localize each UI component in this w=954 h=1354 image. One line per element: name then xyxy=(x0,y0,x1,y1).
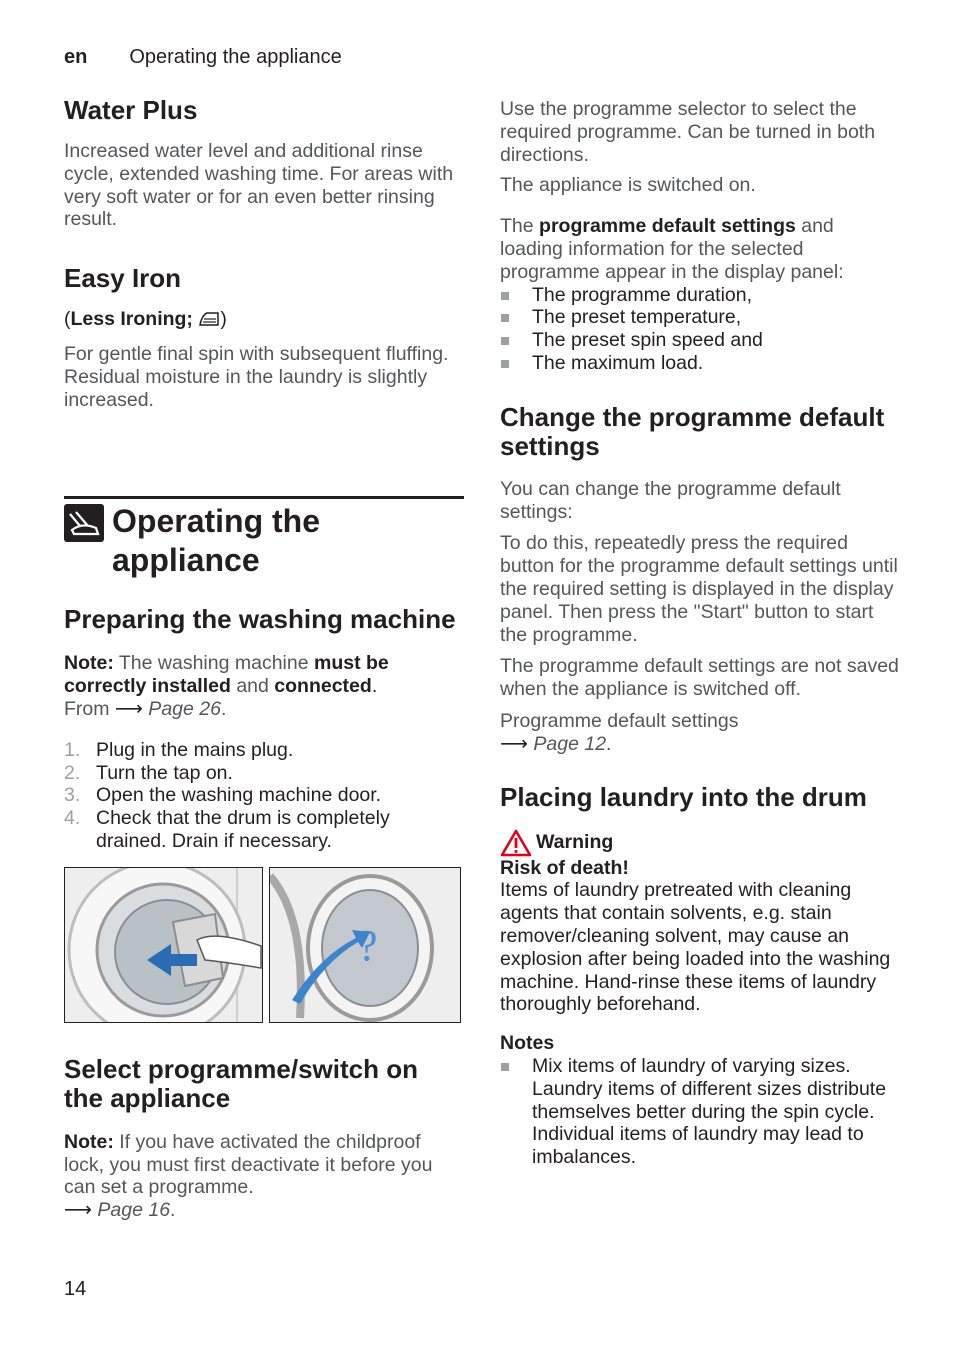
change-defaults-title: Change the programme default settings xyxy=(500,401,885,461)
easy-iron-subtitle: (Less Ironing; ) xyxy=(64,308,464,333)
list-item: The programme duration, xyxy=(500,284,900,307)
risk-of-death: Risk of death! xyxy=(500,856,629,879)
illustration-row xyxy=(64,867,464,1023)
page-number: 14 xyxy=(64,1278,87,1300)
illustration-open-door xyxy=(269,867,461,1023)
page-header xyxy=(64,46,342,69)
page-12-link[interactable]: Page 12 xyxy=(527,732,607,755)
list-item: The preset spin speed and xyxy=(500,329,900,352)
placing-laundry-title: Placing laundry into the drum xyxy=(500,781,867,812)
list-item: 4. Check that the drum is completely drained. Drain if necessary. xyxy=(64,807,390,852)
default-settings-text: The programme default settings and loading information for the selected programme appear in the display panel: xyxy=(500,215,844,283)
notes-label: Notes xyxy=(500,1032,555,1055)
preparing-steps xyxy=(64,739,464,853)
notes-list xyxy=(500,1055,900,1169)
right-column xyxy=(500,96,900,1169)
water-plus-text: Increased water level and additional rinse cycle, extended washing time. For areas with very soft water or for an even better rinsing result. xyxy=(64,140,454,231)
language-code: en xyxy=(64,46,88,68)
list-item: The preset temperature, xyxy=(500,306,900,329)
chapter-heading xyxy=(64,496,464,580)
select-programme-note: Note: If you have activated the childproof lock, you must first deactivate it before you can set a programme. ⟶ Page 16. xyxy=(64,1130,433,1222)
warning-icon xyxy=(500,829,532,857)
preparing-title: Preparing the washing machine xyxy=(64,604,456,635)
easy-iron-text: For gentle final spin with subsequent fluffing. Residual moisture in the laundry is slightly increased. xyxy=(64,342,449,411)
list-item: 2. Turn the tap on. xyxy=(64,761,233,784)
switched-on-text: The appliance is switched on. xyxy=(500,174,756,197)
warning-heading: Warning xyxy=(500,829,900,857)
programme-selector-text: Use the programme selector to select the required programme. Can be turned in both directions. xyxy=(500,98,876,166)
list-item: The maximum load. xyxy=(500,352,900,375)
illustration-close-door xyxy=(64,867,263,1023)
display-info-list xyxy=(500,284,900,375)
left-column xyxy=(64,96,464,1222)
page-26-link[interactable]: Page 26 xyxy=(142,697,221,720)
water-plus-title: Water Plus xyxy=(64,95,198,125)
select-programme-title: Select programme/switch on the appliance xyxy=(64,1053,418,1113)
list-item: 1. Plug in the mains plug. xyxy=(64,738,294,761)
warning-text: Items of laundry pretreated with cleaning agents that contain solvents, e.g. stain remover/cleaning solvent, may cause an explosion after being loaded into the washing machine. Hand-rinse these items of laundry thoroughly beforehand. xyxy=(500,879,891,1016)
page-16-link[interactable]: Page 16 xyxy=(91,1199,171,1222)
list-item: 3. Open the washing machine door. xyxy=(64,784,382,807)
iron-icon xyxy=(198,309,220,333)
list-item: Mix items of laundry of varying sizes. Laundry items of different sizes distribute themselves better during the spin cycle. Individual items of laundry may lead to imbalances. xyxy=(500,1055,900,1169)
operating-appliance-icon xyxy=(64,504,104,542)
change-defaults-p3: The programme default settings are not saved when the appliance is switched off. xyxy=(500,655,899,701)
running-title: Operating the appliance xyxy=(129,46,342,68)
chapter-title: Operating the appliance xyxy=(112,503,321,579)
easy-iron-title: Easy Iron xyxy=(64,263,182,294)
question-mark-icon: ? xyxy=(358,920,378,970)
change-defaults-p2: To do this, repeatedly press the required button for the programme default settings until the required setting is displayed in the display panel. Then press the "Start" button to start the programme. xyxy=(500,532,898,646)
preparing-note: Note: The washing machine must be correctly installed and connected. From ⟶ Page 26. xyxy=(64,652,389,720)
change-defaults-p4: Programme default settings ⟶ Page 12. xyxy=(500,709,739,755)
change-defaults-p1: You can change the programme default settings: xyxy=(500,477,841,523)
